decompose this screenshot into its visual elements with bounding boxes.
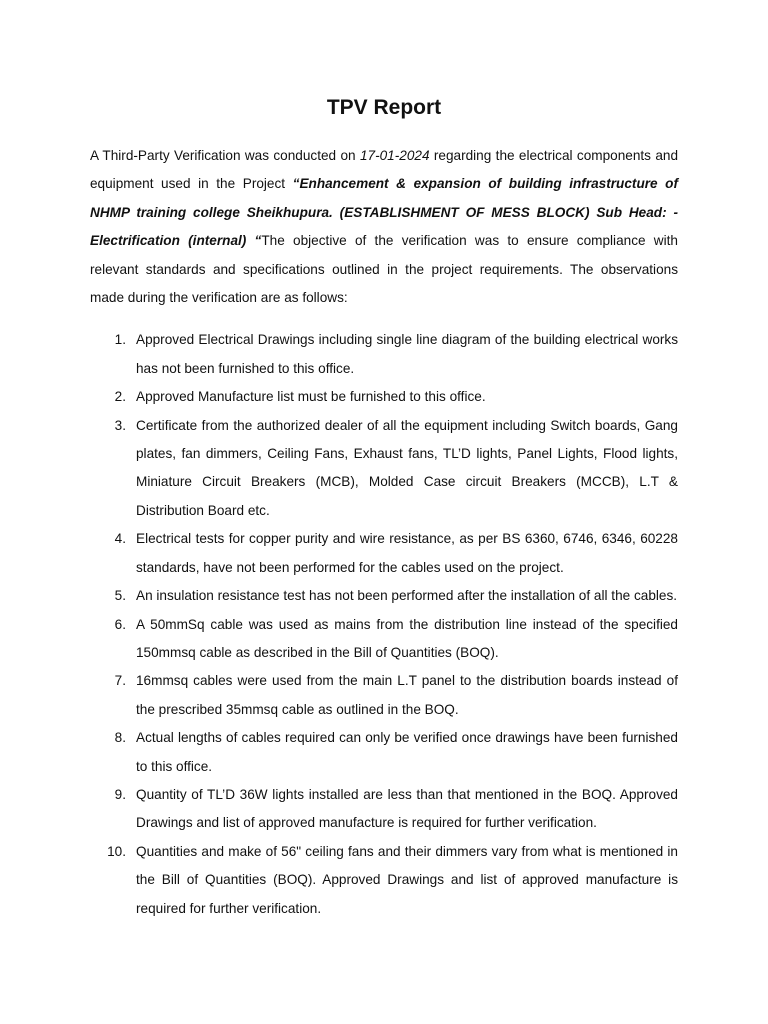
item-number: 5. — [114, 588, 126, 604]
list-item — [90, 326, 678, 383]
item-text: Actual lengths of cables required can only be verified once drawings have been furnished to this office. — [136, 730, 678, 774]
intro-text-2: regarding the electrical components and equipment used in the Project — [90, 148, 679, 192]
item-number: 8. — [114, 730, 126, 746]
list-item — [90, 582, 678, 610]
list-item — [90, 781, 678, 838]
list-item — [90, 383, 678, 411]
item-text: A 50mmSq cable was used as mains from the distribution line instead of the specified 150mmsq cable as described in the Bill of Quantities (BOQ). — [136, 616, 678, 660]
item-number: 6. — [114, 616, 126, 632]
list-item — [90, 838, 678, 923]
item-number: 1. — [114, 332, 126, 348]
list-item — [90, 667, 678, 724]
item-text: Certificate from the authorized dealer of all the equipment including Switch boards, Gang plates, fan dimmers, Ceiling Fans, Exhaust fans, TL’D lights, Panel Lights, Flood lights, Miniature Circuit Breakers (MCB), Molded Case circuit Breakers (MCCB), L.T & Distribution Board etc. — [136, 417, 678, 518]
verification-date: 17-01-2024 — [359, 148, 430, 163]
item-number: 9. — [114, 786, 126, 802]
list-item — [90, 412, 678, 526]
list-item — [90, 525, 678, 582]
item-text: An insulation resistance test has not been performed after the installation of all the cables. — [136, 588, 678, 604]
intro-paragraph — [90, 142, 678, 312]
item-text: Quantity of TL’D 36W lights installed are less than that mentioned in the BOQ. Approved Drawings and list of approved manufacture is required for further verification. — [136, 786, 678, 831]
item-number: 3. — [114, 417, 126, 433]
item-text: Approved Manufacture list must be furnished to this office. — [136, 389, 486, 405]
list-item — [90, 611, 678, 668]
project-name: “Enhancement & expansion of building infrastructure of NHMP training college Sheikhupura. (ESTABLISHMENT OF MESS BLOCK) Sub Head: - Electrification (internal) “ — [90, 176, 679, 249]
intro-text-1: A Third-Party Verification was conducted on — [90, 148, 360, 163]
item-text: Approved Electrical Drawings including single line diagram of the building electrical works has not been furnished to this office. — [136, 332, 678, 376]
item-number: 4. — [114, 531, 126, 547]
item-text: Electrical tests for copper purity and wire resistance, as per BS 6360, 6746, 6346, 60228 standards, have not been performed for the cables used on the project. — [136, 531, 678, 575]
item-number: 7. — [114, 673, 126, 689]
item-number: 10. — [107, 843, 126, 859]
page-title: TPV Report — [326, 96, 442, 119]
intro-text-3: The objective of the verification was to ensure compliance with relevant standards and specifications outlined in the project requirements. The observations made during the verification are as follows: — [90, 233, 678, 306]
item-number: 2. — [114, 389, 126, 405]
item-text: 16mmsq cables were used from the main L.T panel to the distribution boards instead of the prescribed 35mmsq cable as outlined in the BOQ. — [136, 673, 678, 717]
list-item — [90, 724, 678, 781]
observations-list — [90, 326, 678, 923]
item-text: Quantities and make of 56" ceiling fans and their dimmers vary from what is mentioned in the Bill of Quantities (BOQ). Approved Drawings and list of approved manufacture is required for further verification. — [136, 843, 678, 916]
